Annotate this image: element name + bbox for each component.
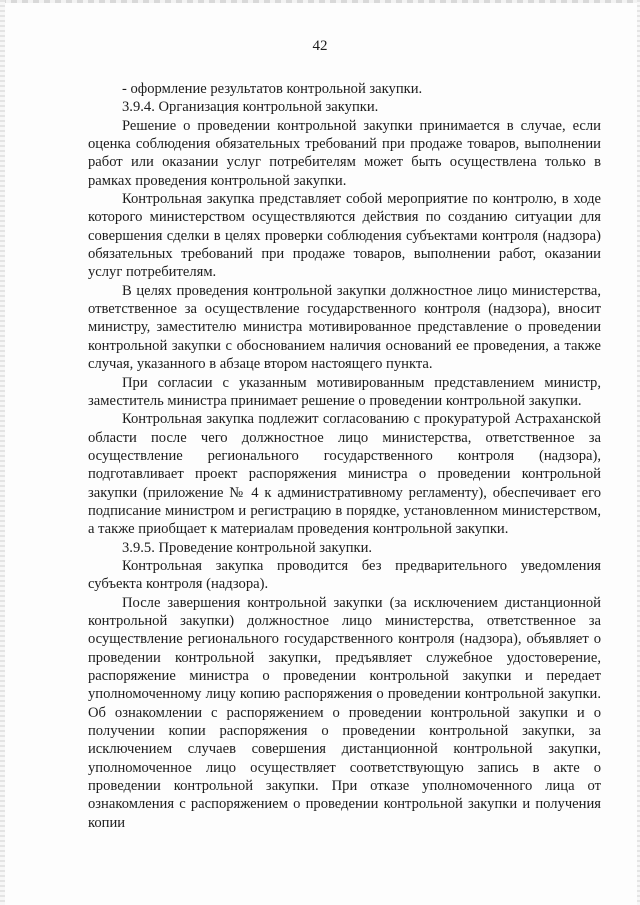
- paragraph: Контрольная закупка подлежит согласованию с прокуратурой Астраханской области после чего должностное лицо министерства, ответственное за осуществление регионального государственного контроля (надзора), подготавливает проект распоряжения министра о проведении контрольной закупки (приложение № 4 к административному регламенту), обеспечивает его подписание министром и регистрацию в порядке, установленном министерством, а также приобщает к материалам проведения контрольной закупки.: [88, 411, 601, 538]
- paragraph: При согласии с указанным мотивированным представлением министр, заместитель министра принимает решение о проведении контрольной закупки.: [88, 374, 601, 409]
- paragraph: - оформление результатов контрольной закупки.: [122, 81, 423, 97]
- paragraph: Контрольная закупка представляет собой мероприятие по контролю, в ходе которого министерством осуществляются действия по созданию ситуации для совершения сделки в целях проверки соблюдения субъектами контроля (надзора) обязательных требований при продаже товаров, выполнении работ, оказании услуг потребителям.: [88, 191, 601, 281]
- paragraph: Решение о проведении контрольной закупки принимается в случае, если оценка соблюдения обязательных требований при продаже товаров, выполнении работ или оказании услуг потребителям может быть осуществлена только в рамках проведения контрольной закупки.: [88, 117, 601, 189]
- page-number: 42: [312, 38, 328, 54]
- section-heading: 3.9.5. Проведение контрольной закупки.: [122, 539, 373, 556]
- paragraph: В целях проведения контрольной закупки должностное лицо министерства, ответственное за осуществление государственного контроля (надзора), вносит министру, заместителю министра мотивированное представление о проведении контрольной закупки с обоснованием наличия оснований ее проведения, а также случая, указанного в абзаце втором настоящего пункта.: [88, 282, 601, 373]
- section-heading: 3.9.4. Организация контрольной закупки.: [122, 99, 379, 116]
- paragraph: После завершения контрольной закупки (за исключением дистанционной контрольной закупки) должностное лицо министерства, ответственное за осуществление регионального государственного контроля (надзора), объявляет о проведении контрольной закупки, предъявляет служебное удостоверение, распоряжение министра о проведении контрольной закупки и передает уполномоченному лицу копию распоряжения о проведении контрольной закупки. Об ознакомлении с распоряжением о проведении контрольной закупки и о получении копии распоряжения о проведении контрольной закупки, за исключением случаев совершения дистанционной контрольной закупки, уполномоченное лицо осуществляет соответствующую запись в акте о проведении контрольной закупки. При отказе уполномоченного лица от ознакомления с распоряжением о проведении контрольной закупки и получения копии: [88, 594, 601, 831]
- paragraph: Контрольная закупка проводится без предварительного уведомления субъекта контроля (надзора).: [88, 557, 601, 593]
- scan-edge-left: [0, 0, 5, 905]
- document-body: [88, 80, 601, 832]
- scan-edge-top: [0, 0, 640, 3]
